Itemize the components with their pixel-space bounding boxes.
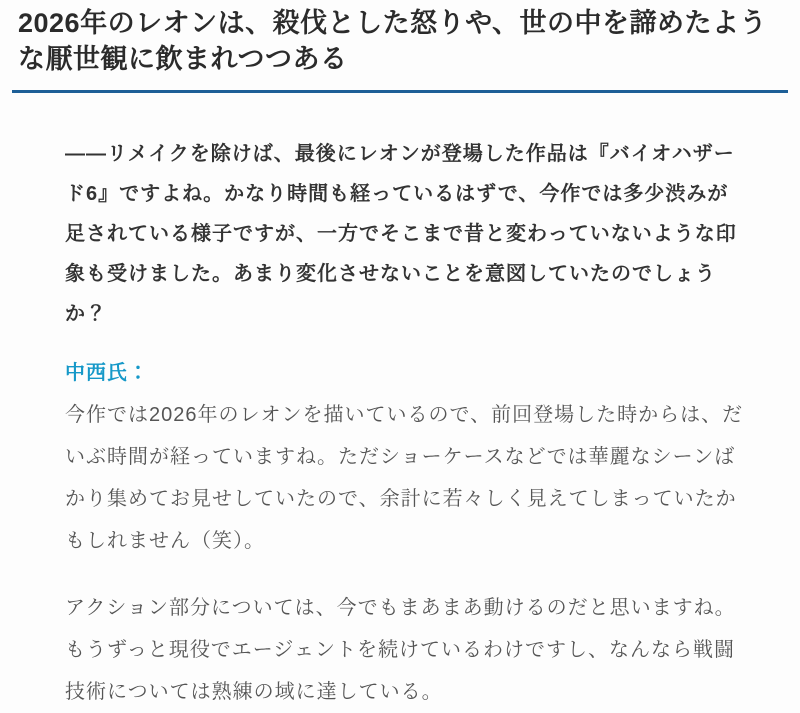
interviewer-question: ――リメイクを除けば、最後にレオンが登場した作品は『バイオハザード6』ですよね。かなり時間も経っているはずで、今作では多少渋みが足されている様子ですが、一方でそこまで昔と変わっていないような印象も受けました。あまり変化させないことを意図していたのでしょうか？ (65, 142, 737, 325)
heading-divider (12, 90, 788, 93)
speaker-name-label: 中西氏： (65, 361, 149, 384)
answer-paragraph: 今作では2026年のレオンを描いているので、前回登場した時からは、だいぶ時間が経っていますね。ただショーケースなどでは華麗なシーンばかり集めてお見せしていたので、余計に若々しく見えてしまっていたかもしれません（笑）。 (65, 403, 744, 552)
article-heading: 2026年のレオンは、殺伐とした怒りや、世の中を諦めたような厭世観に飲まれつつある (18, 8, 768, 75)
answer-paragraph: アクション部分については、今でもまあまあ動けるのだと思いますね。もうずっと現役でエージェントを続けているわけですし、なんなら戦闘技術については熟練の域に達している。 (65, 596, 736, 703)
article-body (65, 134, 747, 713)
